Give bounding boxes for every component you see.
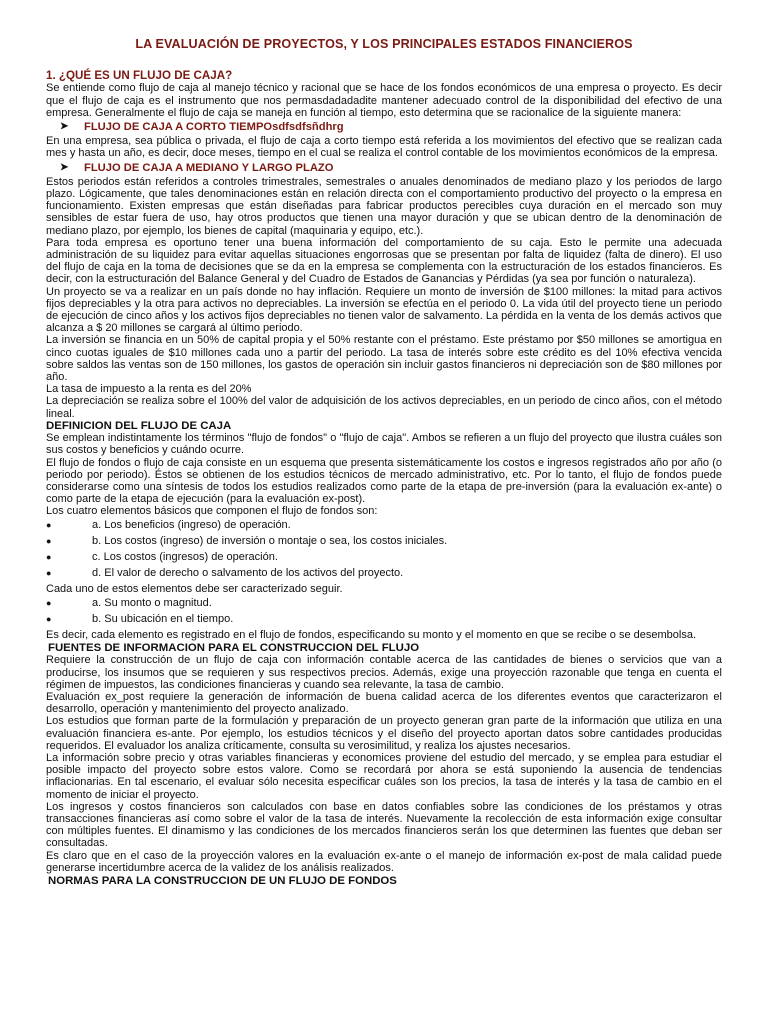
subheading-mediano-largo-plazo <box>60 162 722 174</box>
paragraph: En una empresa, sea pública o privada, el flujo de caja a corto tiempo está referida a los movimientos del efectivo que se realizan cada mes y hasta un año, es decir, doce meses, tiempo en el cual se realiza el control contable de los movimientos económicos de la empresa. <box>46 135 722 160</box>
paragraph: Se emplean indistintamente los términos "flujo de fondos" o "flujo de caja". Ambos se refieren a un flujo del proyecto que ilustra cuáles son sus costos y beneficios y cuándo ocurre. <box>46 432 722 457</box>
paragraph: Los cuatro elementos básicos que componen el flujo de fondos son: <box>46 505 378 518</box>
list-item: ● a. Su monto o magnitud. <box>46 596 212 609</box>
paragraph: Los ingresos y costos financieros son calculados con base en datos confiables sobre las condiciones de los préstamos y otras transacciones financieras así como sobre el valor de la tasa de interés. Nuevamente la recolección de esta información exige consultar con múltiples fuentes. El dinamismo y las condiciones de los mercados financieros serán los que determinen las fuentes que deban ser consultadas. <box>46 800 722 850</box>
subheading-corto-plazo <box>60 121 722 133</box>
paragraph: La inversión se financia en un 50% de capital propia y el 50% restante con el préstamo. Este préstamo por $50 millones se amortigua en cinco cuotas iguales de $10 millones cada uno a partir del periodo. La tasa de interés sobre este crédito es del 10% efectiva vencida sobre saldos las ventas son de 150 millones, los gastos de operación sin incluir gastos financieros ni depreciación son de $80 millones por año. <box>46 334 722 384</box>
bullet-dot-icon: ● <box>46 551 52 562</box>
bullet-dot-icon: ● <box>46 568 52 579</box>
bullet-dot-icon: ● <box>46 613 52 624</box>
section-heading-fuentes: FUENTES DE INFORMACION PARA EL CONSTRUCCION DEL FLUJO <box>48 642 420 655</box>
list-elementos-basicos <box>46 519 722 580</box>
paragraph: Evaluación ex_post requiere la generación de información de buena calidad acerca de los diferentes eventos que caracterizaron el desarrollo, operación y mantenimiento del proyecto analizado. <box>46 690 722 716</box>
paragraph: Es claro que en el caso de la proyección valores en la evaluación ex-ante o el manejo de información ex-post de mala calidad puede generarse incertidumbre acerca de la validez de los análisis realizados. <box>46 849 722 874</box>
list-caracterizacion <box>46 597 722 625</box>
list-item: ● a. Los beneficios (ingreso) de operación. <box>46 518 291 531</box>
arrowhead-icon: ➤ <box>60 161 69 173</box>
list-item: ● b. Su ubicación en el tiempo. <box>46 612 234 625</box>
list-item: ● b. Los costos (ingreso) de inversión o montaje o sea, los costos iniciales. <box>46 534 448 547</box>
paragraph: Se entiende como flujo de caja al manejo técnico y racional que se hace de los fondos económicos de una empresa o proyecto. Es decir que el flujo de caja es el instrumento que nos permasdadadadite mantener adecuado control de la disponibilidad del efectivo de una empresa. Generalmente el flujo de caja se maneja en función al tiempo, esto determina que se racionalice de la siguiente manera: <box>46 82 722 119</box>
document-page <box>46 38 722 887</box>
section-heading-flujo-de-caja: 1. ¿QUÉ ES UN FLUJO DE CAJA? <box>46 69 233 83</box>
paragraph: Cada uno de estos elementos debe ser caracterizado seguir. <box>46 583 343 596</box>
paragraph: Es decir, cada elemento es registrado en el flujo de fondos, especificando su monto y el momento en que se recibe o se desembolsa. <box>46 628 696 641</box>
paragraph: La tasa de impuesto a la renta es del 20% <box>46 383 252 396</box>
paragraph: Para toda empresa es oportuno tener una buena información del comportamiento de su caja. Esto le permite una adecuada administración de su liquidez para evitar aquellas situaciones engorrosas que se presentan por falta de liquidez (falta de dinero). El uso del flujo de caja en la toma de decisiones que se da en la empresa se complementa con la estructuración de los estados financieros. Es decir, con la estructuración del Balance General y del Cuadro de Estados de Ganancias y Pérdidas (ya sea por función o naturaleza). <box>46 236 722 286</box>
paragraph: La depreciación se realiza sobre el 100% del valor de adquisición de los activos depreciables, en un periodo de cinco años, con el método lineal. <box>46 395 722 420</box>
paragraph: Estos periodos están referidos a controles trimestrales, semestrales o anuales denominados de mediano plazo y los periodos de largo plazo. Lógicamente, que tales denominaciones están en relación directa con el comportamiento productivo del proyecto o la empresa en funcionamiento. Existen empresas que están diseñadas para fabricar productos perecibles cuya duración en el mercado son muy sensibles de estar fuera de uso, hay otros productos que tienen una mayor duración y que se ubican dentro de la denominación de mediano plazo, por ejemplo, los bienes de capital (maquinaria y equipo, etc.). <box>46 175 722 237</box>
arrowhead-icon: ➤ <box>60 121 69 133</box>
document-title: LA EVALUACIÓN DE PROYECTOS, Y LOS PRINCIPALES ESTADOS FINANCIEROS <box>135 37 633 51</box>
paragraph: Los estudios que forman parte de la formulación y preparación de un proyecto generan gran parte de la información que utiliza en una evaluación financiera es-ante. Por ejemplo, los estudios técnicos y el diseño del proyecto aportan datos sobre cantidades producidas requeridos. El evaluador los analiza críticamente, consulta su verosimilitud, y realiza los ajustes necesarios. <box>46 715 722 752</box>
list-item: ● d. El valor de derecho o salvamento de los activos del proyecto. <box>46 567 404 580</box>
subheading-label: FLUJO DE CAJA A MEDIANO Y LARGO PLAZO <box>84 161 334 174</box>
section-heading-normas: NORMAS PARA LA CONSTRUCCION DE UN FLUJO DE FONDOS <box>48 875 397 887</box>
paragraph: Un proyecto se va a realizar en un país donde no hay inflación. Requiere un monto de inversión de $100 millones: la mitad para activos fijos depreciables y la otra para activos no depreciables. La inversión se efectúa en el periodo 0. La vida útil del proyecto tiene un periodo de ejecución de cinco años y los activos fijos depreciables no tienen valor de salvamento. La pérdida en la venta de los demás activos que alcanza a $ 20 millones se cargará al último periodo. <box>46 285 722 335</box>
paragraph: El flujo de fondos o flujo de caja consiste en un esquema que presenta sistemáticamente los costos e ingresos registrados año por año (o periodo por periodo). Éstos se obtienen de los estudios técnicos de mercado administrativo, etc. Por lo tanto, el flujo de fondos puede considerarse como una síntesis de todos los estudios realizados como parte de la etapa de pre-inversión (para la evaluación ex-ante) o como parte de la etapa de ejecución (para la evaluación ex-post). <box>46 456 722 506</box>
section-heading-definicion: DEFINICION DEL FLUJO DE CAJA <box>46 419 232 432</box>
paragraph: La información sobre precio y otras variables financieras y economices proviene del estudio del mercado, y se emplea para estudiar el posible impacto del proyecto sobre estos valore. Como se recordará por ahora se está suponiendo la ausencia de tendencias inflacionarias. En tal escenario, el evaluar sólo necesita especificar cuáles son los precios, la tasa de interés y la tasa de cambio en el momento de iniciar el proyecto. <box>46 751 722 801</box>
bullet-dot-icon: ● <box>46 535 52 546</box>
list-item: ● c. Los costos (ingresos) de operación. <box>46 550 278 563</box>
bullet-dot-icon: ● <box>46 519 52 530</box>
bullet-dot-icon: ● <box>46 597 52 608</box>
subheading-label: FLUJO DE CAJA A CORTO TIEMPOsdfsdfsñdhrg <box>84 121 344 134</box>
paragraph: Requiere la construcción de un flujo de caja con información contable acerca de las cantidades de bienes o servicios que van a producirse, los insumos que se requieren y sus respectivos precios. Además, exige una proyección razonable que tenga en cuenta el régimen de impuestos, las condiciones financieras y cuando sea relevante, la tasa de cambio. <box>46 654 722 691</box>
